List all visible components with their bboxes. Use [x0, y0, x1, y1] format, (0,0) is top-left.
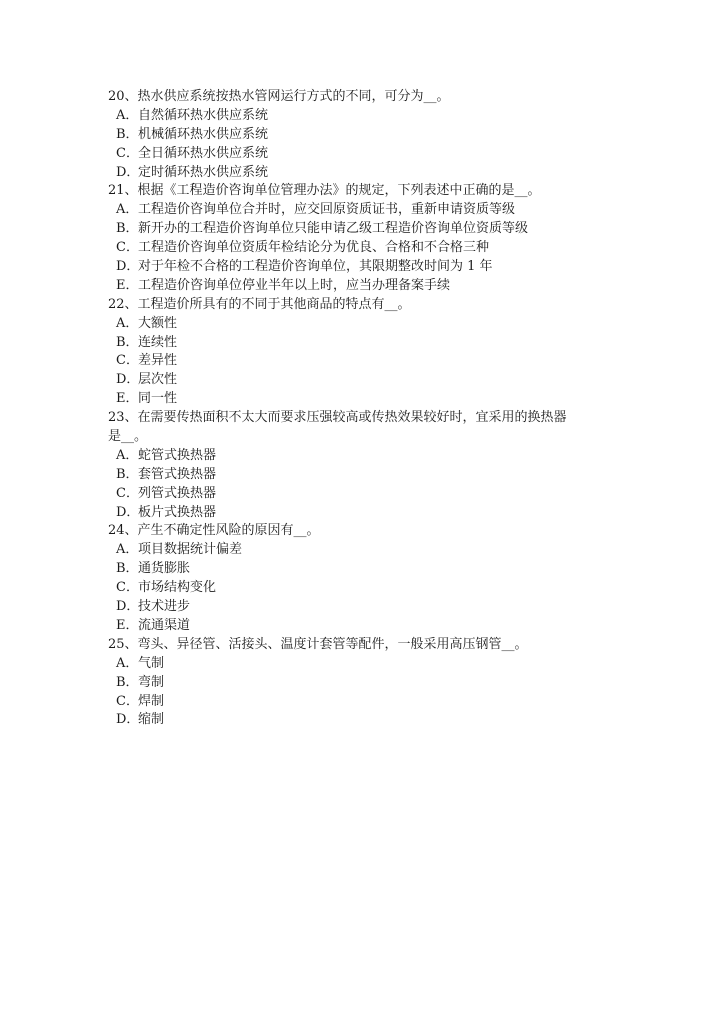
- question-20: [108, 88, 620, 182]
- option-letter: B．: [116, 334, 139, 350]
- question-23: [108, 409, 620, 522]
- option-c: [108, 485, 620, 504]
- option-letter: A．: [116, 542, 139, 558]
- option-text: 流通渠道: [138, 617, 191, 633]
- option-letter: A．: [116, 315, 139, 331]
- option-b: [108, 126, 620, 145]
- option-e: [108, 390, 620, 409]
- option-b: [108, 560, 620, 579]
- question-25: [108, 636, 620, 730]
- question-21: [108, 182, 620, 295]
- option-a: [108, 201, 620, 220]
- option-e: [108, 617, 620, 636]
- question-22: [108, 296, 620, 409]
- option-text: 通货膨胀: [138, 561, 191, 577]
- option-d: [108, 258, 620, 277]
- option-letter: D．: [116, 599, 140, 615]
- option-letter: D．: [116, 712, 140, 728]
- option-letter: A．: [116, 447, 139, 463]
- option-text: 蛇管式换热器: [138, 447, 217, 463]
- option-b: [108, 220, 620, 239]
- option-text: 工程造价咨询单位合并时，应交回原资质证书，重新申请资质等级: [138, 202, 516, 218]
- option-c: [108, 239, 620, 258]
- option-text: 缩制: [138, 712, 165, 728]
- option-text: 弯制: [138, 674, 165, 690]
- option-b: [108, 334, 620, 353]
- option-text: 市场结构变化: [138, 580, 217, 596]
- question-stem: 24、产生不确定性风险的原因有__。: [108, 523, 320, 539]
- option-a: [108, 655, 620, 674]
- option-letter: C．: [116, 240, 139, 256]
- option-text: 焊制: [138, 693, 165, 709]
- question-stem: 20、热水供应系统按热水管网运行方式的不同，可分为__。: [108, 89, 450, 104]
- question-24: [108, 522, 620, 635]
- option-letter: C．: [116, 145, 139, 161]
- option-b: [108, 466, 620, 485]
- option-text: 层次性: [138, 372, 178, 388]
- option-text: 气制: [138, 655, 165, 671]
- option-d: [108, 711, 620, 730]
- option-d: [108, 504, 620, 523]
- option-text: 列管式换热器: [138, 485, 217, 501]
- option-letter: B．: [116, 674, 139, 690]
- option-d: [108, 164, 620, 183]
- option-letter: D．: [116, 372, 140, 388]
- option-a: [108, 315, 620, 334]
- option-text: 机械循环热水供应系统: [138, 126, 269, 142]
- option-c: [108, 693, 620, 712]
- option-text: 项目数据统计偏差: [138, 542, 243, 558]
- question-stem-line-2: 是__。: [108, 429, 148, 445]
- option-b: [108, 674, 620, 693]
- option-letter: D．: [116, 259, 140, 275]
- option-letter: E．: [116, 617, 139, 633]
- option-letter: B．: [116, 561, 139, 577]
- question-stem: 25、弯头、异径管、活接头、温度计套管等配件，一般采用高压钢管__。: [108, 636, 528, 652]
- option-letter: E．: [116, 277, 139, 293]
- option-text: 连续性: [138, 334, 178, 350]
- option-text: 差异性: [138, 353, 178, 369]
- question-stem-line-1: 23、在需要传热面积不太大而要求压强较高或传热效果较好时，宜采用的换热器: [108, 410, 567, 426]
- question-stem: 21、根据《工程造价咨询单位管理办法》的规定，下列表述中正确的是__。: [108, 183, 541, 199]
- option-text: 工程造价咨询单位停业半年以上时，应当办理备案手续: [138, 277, 451, 293]
- option-letter: C．: [116, 353, 139, 369]
- option-a: [108, 541, 620, 560]
- option-c: [108, 579, 620, 598]
- option-text: 同一性: [138, 391, 178, 407]
- option-text: 定时循环热水供应系统: [138, 164, 269, 180]
- option-a: [108, 447, 620, 466]
- option-text: 全日循环热水供应系统: [138, 145, 269, 161]
- option-c: [108, 145, 620, 164]
- option-text: 对于年检不合格的工程造价咨询单位，其限期整改时间为 1 年: [138, 259, 493, 275]
- option-letter: D．: [116, 164, 140, 180]
- option-letter: A．: [116, 107, 139, 123]
- option-text: 新开办的工程造价咨询单位只能申请乙级工程造价咨询单位资质等级: [138, 221, 529, 237]
- option-letter: B．: [116, 466, 139, 482]
- option-text: 大额性: [138, 315, 178, 331]
- option-text: 板片式换热器: [138, 504, 217, 520]
- option-letter: C．: [116, 580, 139, 596]
- option-text: 技术进步: [138, 599, 191, 615]
- option-letter: E．: [116, 391, 139, 407]
- option-c: [108, 352, 620, 371]
- option-text: 工程造价咨询单位资质年检结论分为优良、合格和不合格三种: [138, 240, 490, 256]
- option-text: 套管式换热器: [138, 466, 217, 482]
- option-a: [108, 107, 620, 126]
- option-letter: C．: [116, 485, 139, 501]
- option-letter: B．: [116, 221, 139, 237]
- option-letter: B．: [116, 126, 139, 142]
- option-d: [108, 371, 620, 390]
- option-letter: D．: [116, 504, 140, 520]
- option-letter: C．: [116, 693, 139, 709]
- question-list: [108, 88, 620, 730]
- question-stem: 22、工程造价所具有的不同于其他商品的特点有__。: [108, 296, 411, 312]
- option-letter: A．: [116, 655, 139, 671]
- option-d: [108, 598, 620, 617]
- option-letter: A．: [116, 202, 139, 218]
- option-text: 自然循环热水供应系统: [138, 107, 269, 123]
- option-e: [108, 277, 620, 296]
